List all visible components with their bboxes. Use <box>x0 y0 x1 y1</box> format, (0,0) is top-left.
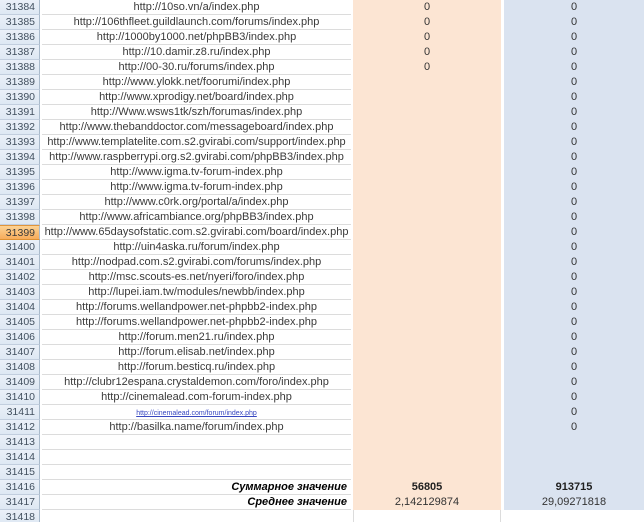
value-cell-right[interactable]: 0 <box>504 150 644 165</box>
sheet-row <box>0 360 644 375</box>
url-cell[interactable] <box>42 465 351 480</box>
url-cell[interactable]: http://forums.wellandpower.net-phpbb2-index.php <box>42 315 351 330</box>
row-header[interactable]: 31388 <box>0 60 40 75</box>
value-cell-right[interactable]: 0 <box>504 255 644 270</box>
url-hyperlink[interactable]: http://cinemalead.com/forum/index.php <box>136 410 257 417</box>
url-cell[interactable]: http://www.ylokk.net/foorumi/index.php <box>42 75 351 90</box>
row-header[interactable]: 31393 <box>0 135 40 150</box>
value-cell-right[interactable]: 0 <box>504 270 644 285</box>
value-cell-mid[interactable] <box>353 240 501 255</box>
sheet-row <box>0 480 644 495</box>
url-cell[interactable]: http://10so.vn/a/index.php <box>42 0 351 15</box>
value-cell-mid[interactable] <box>353 255 501 270</box>
row-header[interactable]: 31418 <box>0 510 40 522</box>
sheet-row <box>0 45 644 60</box>
url-cell[interactable] <box>42 405 351 420</box>
sheet-row <box>0 345 644 360</box>
url-cell[interactable]: http://clubr12espana.crystaldemon.com/foro/index.php <box>42 375 351 390</box>
value-cell-mid[interactable] <box>353 450 501 465</box>
value-cell-right[interactable]: 0 <box>504 285 644 300</box>
row-header[interactable]: 31401 <box>0 255 40 270</box>
url-cell[interactable]: http://forum.elisab.net/index.php <box>42 345 351 360</box>
value-cell-right[interactable]: 0 <box>504 30 644 45</box>
sheet-row <box>0 165 644 180</box>
value-cell-mid[interactable]: 0 <box>353 15 501 30</box>
row-header[interactable]: 31415 <box>0 465 40 480</box>
value-cell-right[interactable] <box>504 465 644 480</box>
row-header[interactable]: 31410 <box>0 390 40 405</box>
value-cell-mid[interactable]: 0 <box>353 0 501 15</box>
value-cell-right[interactable]: 0 <box>504 360 644 375</box>
sheet-row <box>0 135 644 150</box>
value-cell-right[interactable]: 0 <box>504 90 644 105</box>
sheet-row <box>0 90 644 105</box>
sheet-row <box>0 300 644 315</box>
row-header[interactable]: 31387 <box>0 45 40 60</box>
value-cell-right[interactable]: 0 <box>504 45 644 60</box>
sheet-row <box>0 120 644 135</box>
row-header-selected[interactable]: 31399 <box>0 225 40 240</box>
value-cell-right[interactable]: 0 <box>504 75 644 90</box>
value-cell-right[interactable]: 0 <box>504 315 644 330</box>
sheet-row <box>0 510 644 522</box>
row-header[interactable]: 31409 <box>0 375 40 390</box>
row-header[interactable]: 31394 <box>0 150 40 165</box>
url-cell[interactable] <box>42 435 351 450</box>
value-cell-right[interactable]: 0 <box>504 120 644 135</box>
url-cell[interactable]: http://10.damir.z8.ru/index.php <box>42 45 351 60</box>
summary-label-cell[interactable]: Среднее значение <box>42 495 351 510</box>
value-cell-right[interactable]: 0 <box>504 180 644 195</box>
sheet-row <box>0 105 644 120</box>
url-cell[interactable]: http://www.templatelite.com.s2.gvirabi.com/support/index.php <box>42 135 351 150</box>
row-header[interactable]: 31413 <box>0 435 40 450</box>
value-cell-right[interactable]: 0 <box>504 135 644 150</box>
value-cell-right[interactable]: 0 <box>504 375 644 390</box>
value-cell-right[interactable]: 0 <box>504 0 644 15</box>
value-cell-right[interactable]: 0 <box>504 300 644 315</box>
url-cell[interactable]: http://uin4aska.ru/forum/index.php <box>42 240 351 255</box>
url-cell[interactable]: http://forums.wellandpower.net-phpbb2-index.php <box>42 300 351 315</box>
sheet-row <box>0 405 644 420</box>
value-cell-mid[interactable] <box>353 420 501 435</box>
value-cell-right[interactable]: 0 <box>504 330 644 345</box>
sheet-row <box>0 375 644 390</box>
value-cell-right[interactable]: 0 <box>504 345 644 360</box>
url-cell[interactable]: http://www.igma.tv-forum-index.php <box>42 180 351 195</box>
row-header[interactable]: 31416 <box>0 480 40 495</box>
row-header[interactable]: 31417 <box>0 495 40 510</box>
url-cell[interactable]: http://www.thebanddoctor.com/messageboard/index.php <box>42 120 351 135</box>
url-cell[interactable]: http://lupei.iam.tw/modules/newbb/index.php <box>42 285 351 300</box>
url-cell[interactable] <box>42 510 351 522</box>
sheet-row <box>0 60 644 75</box>
summary-label-cell[interactable]: Суммарное значение <box>42 480 351 495</box>
row-header[interactable]: 31403 <box>0 285 40 300</box>
sheet-row <box>0 180 644 195</box>
sheet-row <box>0 390 644 405</box>
value-cell-mid[interactable] <box>353 510 501 522</box>
value-cell-right[interactable]: 0 <box>504 225 644 240</box>
url-cell[interactable]: http://www.raspberrypi.org.s2.gvirabi.com/phpBB3/index.php <box>42 150 351 165</box>
value-cell-mid[interactable] <box>353 390 501 405</box>
row-header[interactable]: 31412 <box>0 420 40 435</box>
row-header[interactable]: 31402 <box>0 270 40 285</box>
sheet-row <box>0 210 644 225</box>
url-cell[interactable]: http://106thfleet.guildlaunch.com/forums/index.php <box>42 15 351 30</box>
sheet-row <box>0 285 644 300</box>
sheet-row <box>0 270 644 285</box>
row-header[interactable]: 31398 <box>0 210 40 225</box>
url-cell[interactable]: http://www.igma.tv-forum-index.php <box>42 165 351 180</box>
sheet-row <box>0 435 644 450</box>
url-cell[interactable]: http://www.africambiance.org/phpBB3/index.php <box>42 210 351 225</box>
value-cell-right[interactable]: 29,09271818 <box>504 495 644 510</box>
value-cell-mid[interactable] <box>353 225 501 240</box>
row-header[interactable]: 31405 <box>0 315 40 330</box>
row-header[interactable]: 31389 <box>0 75 40 90</box>
row-header[interactable]: 31406 <box>0 330 40 345</box>
url-cell[interactable] <box>42 450 351 465</box>
value-cell-mid[interactable] <box>353 405 501 420</box>
value-cell-right[interactable]: 0 <box>504 105 644 120</box>
value-cell-mid[interactable] <box>353 150 501 165</box>
sheet-row <box>0 195 644 210</box>
value-cell-mid[interactable] <box>353 315 501 330</box>
sheet-row <box>0 15 644 30</box>
row-header[interactable]: 31385 <box>0 15 40 30</box>
sheet-row <box>0 255 644 270</box>
sheet-row <box>0 495 644 510</box>
url-cell[interactable]: http://basilka.name/forum/index.php <box>42 420 351 435</box>
value-cell-mid[interactable] <box>353 135 501 150</box>
value-cell-right[interactable]: 0 <box>504 405 644 420</box>
value-cell-mid[interactable]: 0 <box>353 60 501 75</box>
row-header[interactable]: 31414 <box>0 450 40 465</box>
value-cell-mid[interactable] <box>353 345 501 360</box>
value-cell-mid[interactable] <box>353 165 501 180</box>
url-cell[interactable]: http://msc.scouts-es.net/nyeri/foro/index.php <box>42 270 351 285</box>
row-header[interactable]: 31395 <box>0 165 40 180</box>
url-cell[interactable]: http://forum.men21.ru/index.php <box>42 330 351 345</box>
row-header[interactable]: 31400 <box>0 240 40 255</box>
value-cell-mid[interactable] <box>353 210 501 225</box>
value-cell-mid[interactable] <box>353 330 501 345</box>
value-cell-right[interactable] <box>504 510 644 522</box>
row-header[interactable]: 31397 <box>0 195 40 210</box>
sheet-row <box>0 450 644 465</box>
value-cell-mid[interactable] <box>353 120 501 135</box>
sheet-row <box>0 150 644 165</box>
sheet-row <box>0 330 644 345</box>
value-cell-right[interactable]: 0 <box>504 240 644 255</box>
value-cell-right[interactable]: 0 <box>504 165 644 180</box>
value-cell-mid[interactable] <box>353 435 501 450</box>
url-cell[interactable]: http://www.65daysofstatic.com.s2.gvirabi.com/board/index.php <box>42 225 351 240</box>
sheet-row <box>0 420 644 435</box>
row-header[interactable]: 31390 <box>0 90 40 105</box>
value-cell-right[interactable]: 0 <box>504 390 644 405</box>
value-cell-right[interactable]: 0 <box>504 60 644 75</box>
value-cell-mid[interactable]: 2,142129874 <box>353 495 501 510</box>
row-header[interactable]: 31392 <box>0 120 40 135</box>
row-header[interactable]: 31408 <box>0 360 40 375</box>
sheet-row <box>0 465 644 480</box>
value-cell-mid[interactable] <box>353 75 501 90</box>
value-cell-mid[interactable]: 56805 <box>353 480 501 495</box>
value-cell-mid[interactable] <box>353 270 501 285</box>
url-cell[interactable]: http://cinemalead.com-forum-index.php <box>42 390 351 405</box>
value-cell-mid[interactable] <box>353 180 501 195</box>
value-cell-right[interactable] <box>504 450 644 465</box>
value-cell-mid[interactable] <box>353 285 501 300</box>
value-cell-right[interactable]: 0 <box>504 210 644 225</box>
row-header[interactable]: 31411 <box>0 405 40 420</box>
value-cell-right[interactable]: 0 <box>504 15 644 30</box>
row-header[interactable]: 31386 <box>0 30 40 45</box>
url-cell[interactable]: http://Www.wsws1tk/szh/forumas/index.php <box>42 105 351 120</box>
row-header[interactable]: 31404 <box>0 300 40 315</box>
value-cell-mid[interactable] <box>353 360 501 375</box>
sheet-row <box>0 315 644 330</box>
value-cell-mid[interactable] <box>353 195 501 210</box>
row-header[interactable]: 31396 <box>0 180 40 195</box>
url-cell[interactable]: http://1000by1000.net/phpBB3/index.php <box>42 30 351 45</box>
value-cell-mid[interactable] <box>353 90 501 105</box>
value-cell-mid[interactable] <box>353 375 501 390</box>
row-header[interactable]: 31407 <box>0 345 40 360</box>
value-cell-mid[interactable] <box>353 300 501 315</box>
url-cell[interactable]: http://nodpad.com.s2.gvirabi.com/forums/index.php <box>42 255 351 270</box>
value-cell-mid[interactable]: 0 <box>353 30 501 45</box>
sheet-row <box>0 225 644 240</box>
sheet-row <box>0 0 644 15</box>
sheet-row <box>0 30 644 45</box>
url-cell[interactable]: http://00-30.ru/forums/index.php <box>42 60 351 75</box>
url-cell[interactable]: http://www.xprodigy.net/board/index.php <box>42 90 351 105</box>
row-header[interactable]: 31391 <box>0 105 40 120</box>
sheet-row <box>0 240 644 255</box>
value-cell-right[interactable]: 913715 <box>504 480 644 495</box>
value-cell-mid[interactable] <box>353 465 501 480</box>
url-cell[interactable]: http://forum.besticq.ru/index.php <box>42 360 351 375</box>
url-cell[interactable]: http://www.c0rk.org/portal/a/index.php <box>42 195 351 210</box>
value-cell-mid[interactable] <box>353 105 501 120</box>
value-cell-right[interactable]: 0 <box>504 195 644 210</box>
sheet-row <box>0 75 644 90</box>
row-header[interactable]: 31384 <box>0 0 40 15</box>
value-cell-right[interactable] <box>504 435 644 450</box>
value-cell-right[interactable]: 0 <box>504 420 644 435</box>
value-cell-mid[interactable]: 0 <box>353 45 501 60</box>
